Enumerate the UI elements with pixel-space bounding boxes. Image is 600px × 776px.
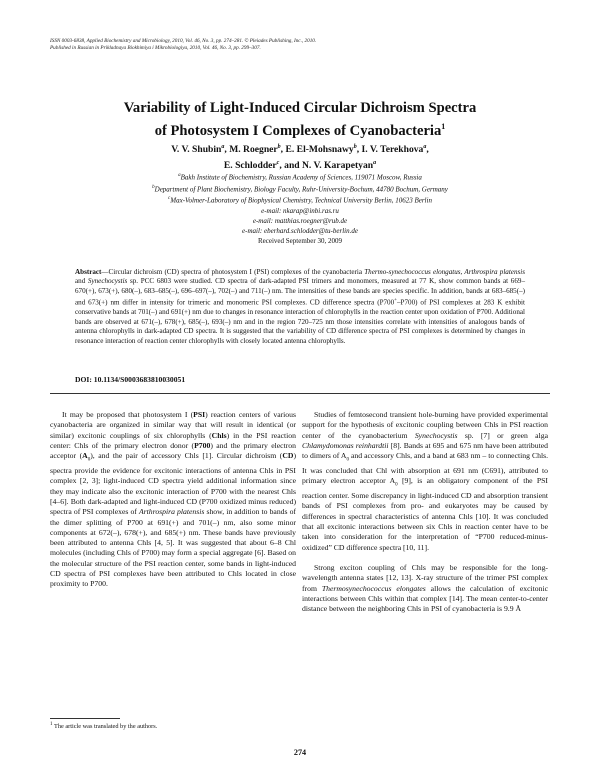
body-right-column — [302, 410, 548, 614]
doi-label: DOI: — [75, 375, 92, 384]
email-2: e-mail: matthias.roegner@rub.de — [252, 216, 348, 225]
paragraph: Strong exciton coupling of Chls may be responsible for the long-wavelength antenna states [12, 13]. X-ray structure of the trimer PSI complex from Thermosynechococcus elongates allows the calculation of excitonic interactions between Chls within that complex [14]. The mean center-to-center distance between the neighboring Chls in PSI of cyanobacteria is 9.9 Å — [302, 562, 549, 614]
journal-header-line-1: ISSN 0003-6838, Applied Biochemistry and Microbiology, 2010, Vol. 46, No. 3, pp. 274–281. © Pleiades Publishing, Inc., 2010. — [50, 38, 317, 44]
paragraph: Studies of femtosecond transient hole-burning have provided experimental support for the hypothesis of excitonic coupling between Chls in PSI reaction center of the cyanobacterium Synechocystis sp. [7] or green alga Chlamydomonas reinhardtii [8]. Bands at 695 and 675 nm have been attributed to dimers of $A_0$ and accessory Chls, and a band at 683 nm – to connecting Chls. It was concluded that Chl with absorption at 691 nm (C691), attributed to primary electron acceptor $A_0$ [9], is an obligatory component of the PSI reaction center. Some discrepancy in light-induced CD and absorption transient bands of PSI complexes from pro- and eukaryotes may be caused by differences in spectral characteristics of antenna Chls [10]. It was concluded that all excitonic interactions between six Chls in reaction center have to be taken into consideration for the interpretation of “P700 reduced-minus-oxidized” CD difference spectra [10, 11]. — [302, 410, 549, 552]
doi-value: 10.1134/S0003683810030051 — [93, 375, 186, 384]
authors-line-1 — [60, 141, 540, 157]
affiliation-b: $^b$Department of Plant Biochemistry, Biology Faculty, Ruhr-University-Bochum, 44780 Bochum, Germany — [152, 184, 448, 193]
affiliation-a: $^a$Bakh Institute of Biochemistry, Russian Academy of Sciences, 119071 Moscow, Russia — [178, 173, 422, 182]
author-sup: a — [221, 144, 225, 150]
author-list — [60, 141, 540, 172]
author-sup: b — [353, 144, 357, 150]
abstract-label: Abstract — [75, 268, 102, 276]
title-footnote-mark: 1 — [441, 121, 446, 131]
footnote-mark: 1 — [50, 722, 53, 727]
page-number: 274 — [293, 748, 307, 757]
title-line-1: Variability of Light-Induced Circular Dichroism Spectra — [123, 100, 477, 116]
affiliations — [40, 171, 560, 246]
article-title — [60, 100, 540, 140]
footnote-divider — [50, 718, 120, 719]
email-3: e-mail: eberhard.schlodder@tu-berlin.de — [242, 227, 358, 235]
author-sup: b — [277, 144, 281, 150]
author-schlodder: E. Schlodder — [223, 159, 277, 171]
author-sup: c — [276, 159, 280, 166]
author-terekhova: , I. V. Terekhova — [356, 144, 424, 156]
doi — [75, 375, 185, 384]
journal-header-line-2: Published in Russian in Prikladnaya Biokhimiya i Mikrobiologiya, 2010, Vol. 46, No. 3, pp. 299–307. — [50, 45, 261, 51]
author-el-mohsnawy: , E. El-Mohsnawy — [280, 144, 354, 156]
email-1: e-mail: nkarap@inbi.ras.ru — [261, 206, 339, 215]
author-karapetyan: , and N. V. Karapetyan — [279, 159, 374, 171]
received-date: Received September 30, 2009 — [258, 237, 342, 246]
author-shubin: V. V. Shubin — [171, 144, 222, 156]
body-left-column — [50, 410, 296, 590]
abstract: Abstract—Circular dichroism (CD) spectra of photosystem I (PSI) complexes of the cyanobacteria Thermo-synechococcus elongatus, Arthrospira platensis and Synechocystis sp. PCC 6803 were studied. CD spectra of dark-adapted PSI trimers and monomers, measured at 77 K, show common bands at 669–670(+), 673(+), 680(–), 683–685(–), 696–697(–), 702(–) and 711(–) nm. The intensities of these bands are species specific. In addition, bands at 683–685(–) and 673(+) nm differ in intensity for trimeric and monomeric PSI complexes. CD difference spectra (P700+–P700) of PSI complexes at 283 K exhibit conservative bands at 701(–) and 691(+) nm due to changes in resonance interaction of chlorophylls in the reaction center upon oxidation of P700. Additional bands are observed at 671(–), 678(+), 685(–), 693(–) nm and in the region 720–725 nm those intensities correlate with intensities of analogous bands of antenna chlorophylls in dark-adapted CD spectra. It is suggested that the variability of CD difference spectra of PSI complexes is determined by changes in resonance interaction of reaction center chlorophylls with closely located antenna chlorophylls. — [75, 268, 525, 345]
paragraph: It may be proposed that photosystem I (PSI) reaction centers of various cyanobacteria are organized in similar way that will result in identical (or similar) excitonic couplings of six chlorophylls (Chls) in the PSI reaction center: Chls of the primary electron donor (P700) and the primary electron acceptor $(A_0)$, and the pair of accessory Chls [1]. Circular dichroism (CD) spectra provide the evidence for excitonic interactions of antenna Chls in PSI complex [2, 3]; light-induced CD spectra yield additional information since they may indicate also the excitonic interaction of P700 with the nearest Chls [4–6]. Both dark-adapted and light-induced CD (P700 oxidized minus reduced) spectra of PSI complexes of Arthrospira platensis show, in addition to bands of the dimer splitting of P700 at 691(+) and 701(–) nm, also some minor components at 672(–), 678(+), and 685(+) nm. These bands have previously been attributed to antenna Chls [4, 5]. It was suggested that about 6–8 Chl molecules (including Chls of P700) may form a special aggregate [6]. Based on the molecular structure of the PSI reaction center, some bands in light-induced CD spectra of PSI complexes have been attributed to Chls located in close proximity to P700. — [50, 410, 297, 589]
author-sup: a — [423, 144, 427, 150]
affiliation-c: $^c$Max-Volmer-Laboratory of Biophysical Chemistry, Technical University Berlin, 10623 Berlin — [168, 196, 432, 205]
journal-header — [50, 38, 550, 52]
author-roegner: , M. Roegner — [224, 144, 278, 156]
footnote-text: The article was translated by the authors. — [53, 723, 158, 731]
footnote — [50, 722, 157, 730]
author-separator: , — [426, 144, 429, 156]
section-divider — [50, 393, 550, 394]
title-line-2 — [60, 118, 540, 140]
title-line-2-text: of Photosystem I Complexes of Cyanobacteria — [154, 122, 442, 139]
author-sup: a — [373, 159, 377, 166]
